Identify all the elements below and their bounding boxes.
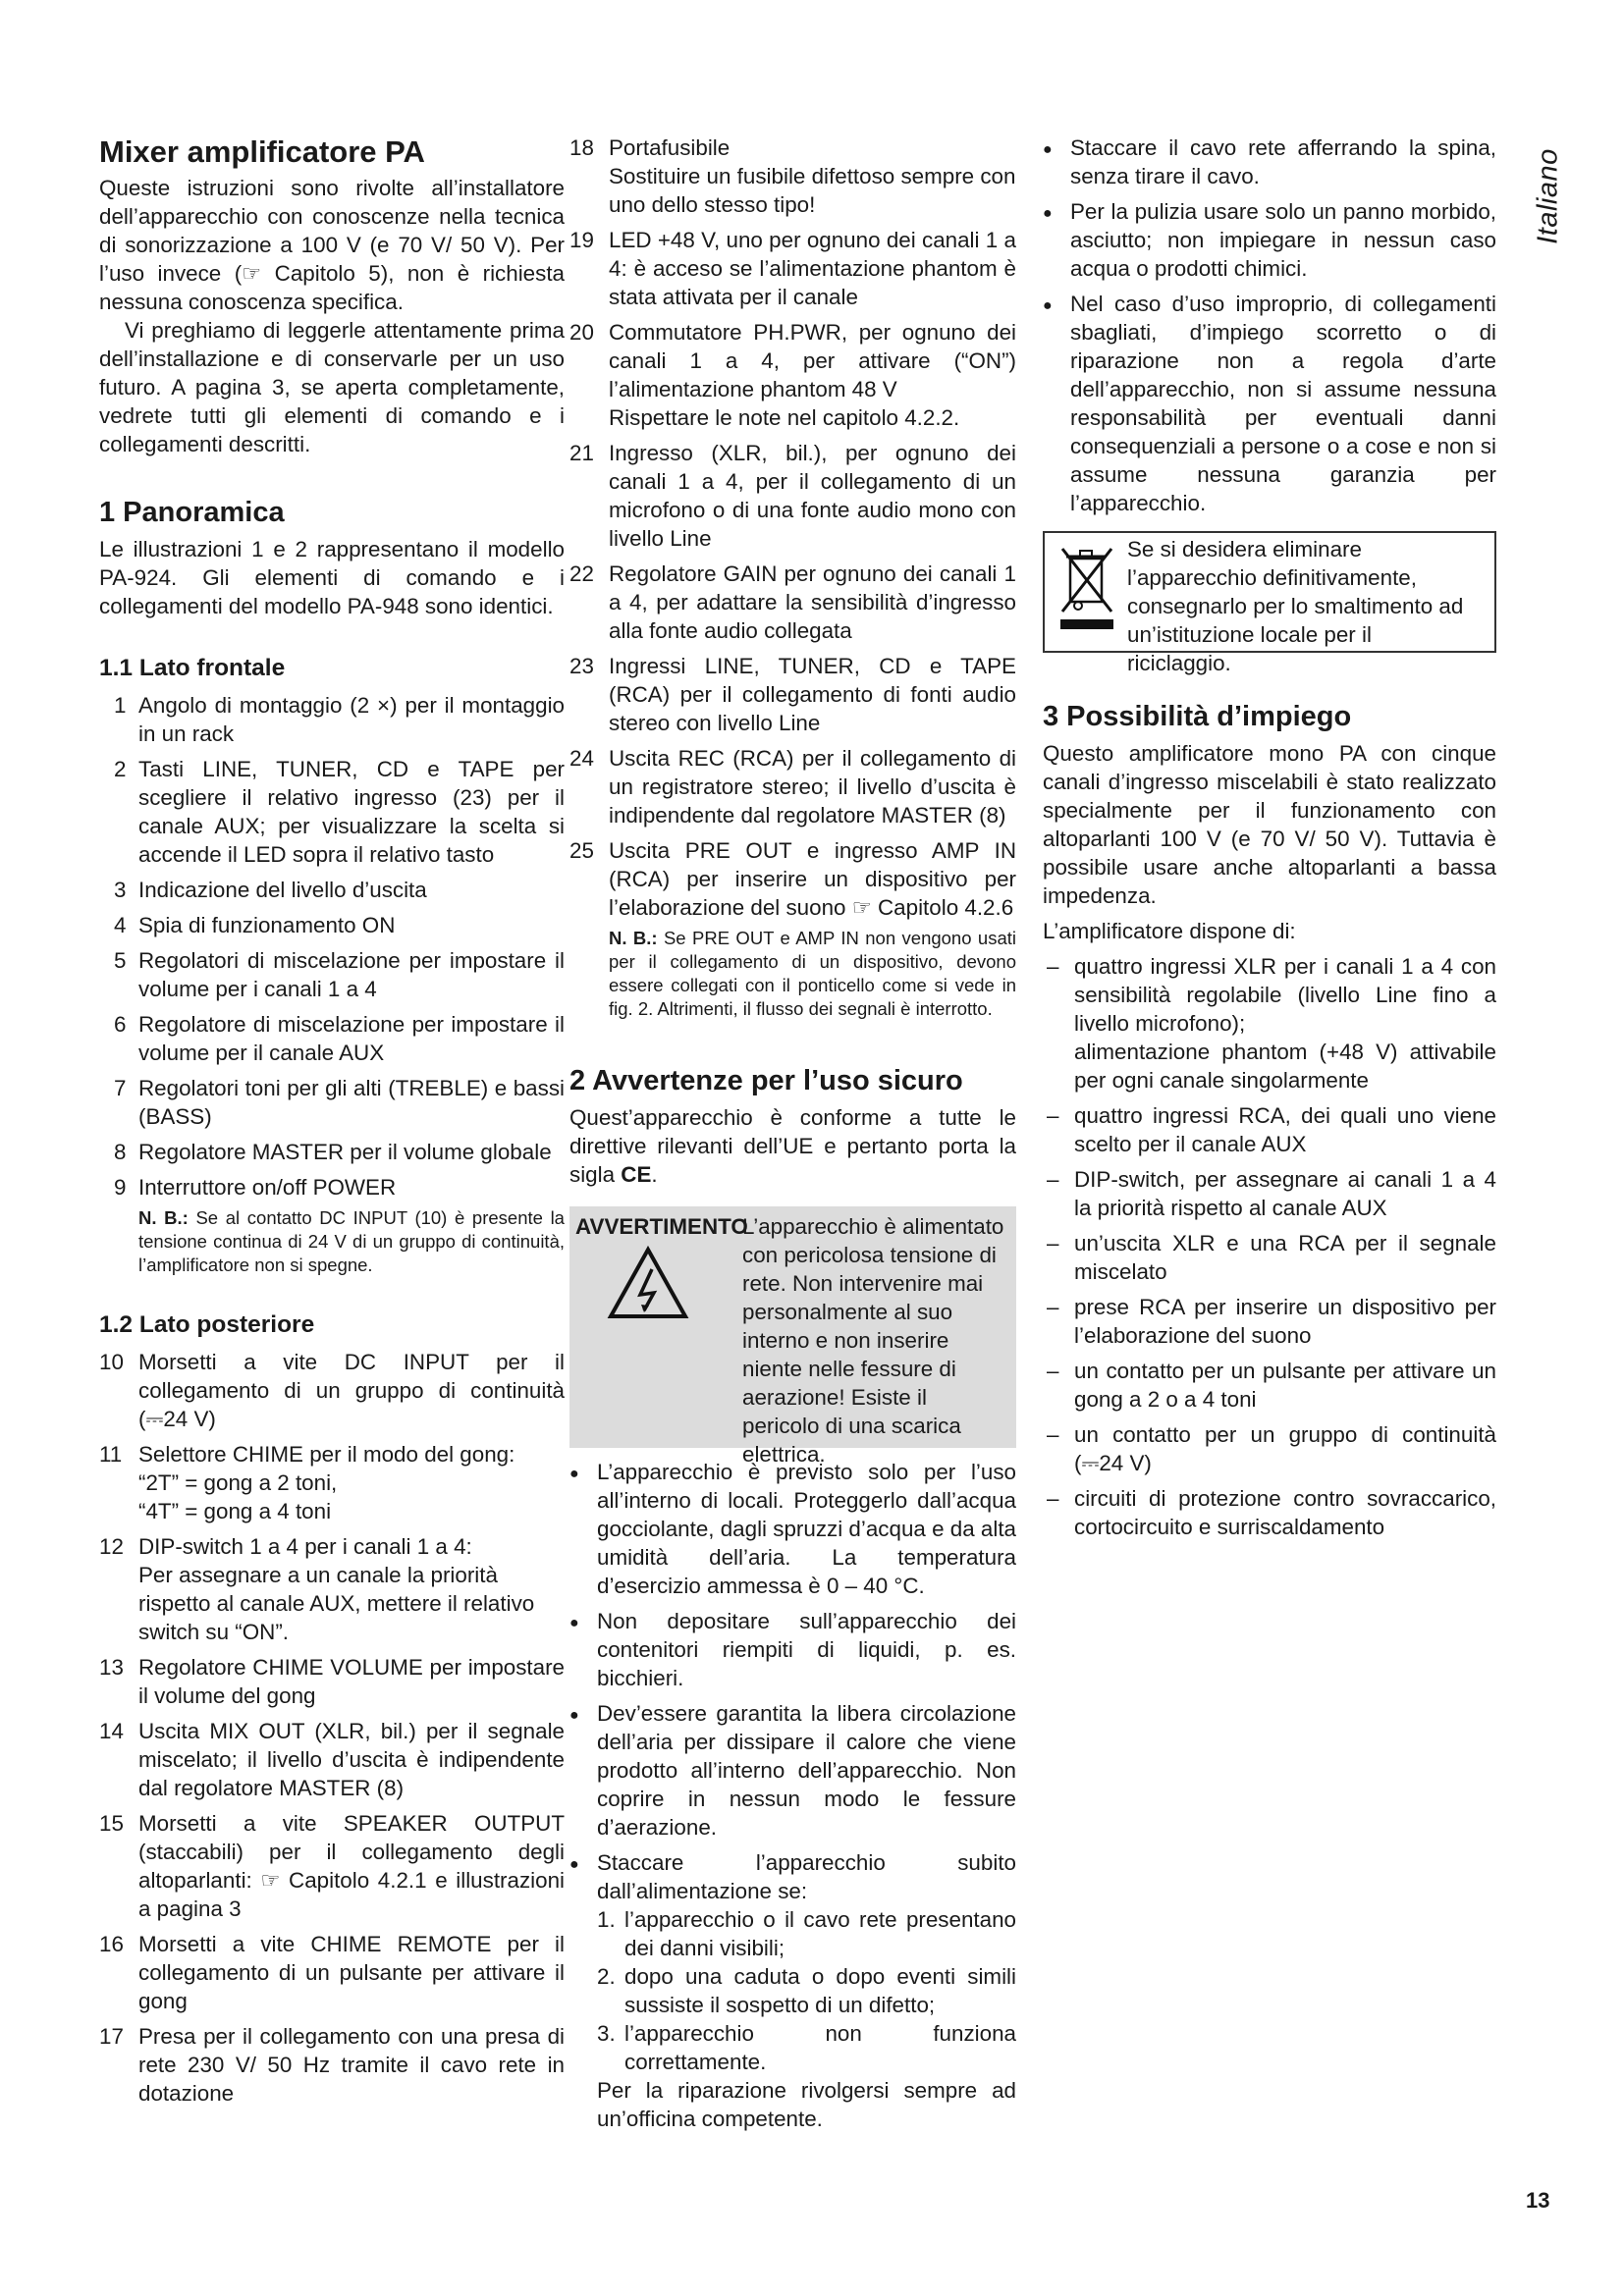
list-item (569, 318, 1016, 432)
rear-items-list-continued (569, 133, 1016, 922)
item-body (138, 946, 565, 1003)
item-text: Regolatori toni per gli alti (TREBLE) e bassi (BASS) (138, 1076, 565, 1129)
item-body (138, 1074, 565, 1131)
page-number: 13 (1526, 2188, 1550, 2213)
item-text: Ingresso (XLR, bil.), per ognuno dei canali 1 a 4, per il collegamento di un microfono o di una fonte audio mono con livello Line (609, 441, 1016, 551)
list-item (99, 1010, 565, 1067)
item-text: Regolatore CHIME VOLUME per impostare il volume del gong (138, 1655, 565, 1708)
item-number: 24 (569, 746, 594, 771)
bullet-dot-icon: ● (569, 1707, 579, 1724)
item-text: Uscita PRE OUT e ingresso AMP IN (RCA) per inserire un dispositivo per l’elaborazione del suono ☞ Capitolo 4.2.6 (609, 838, 1016, 920)
recycling-text: Se si desidera eliminare l’apparecchio definitivamente, consegnarlo per lo smaltimento ad un’istituzione locale per il riciclaggio. (1127, 537, 1464, 675)
recycle-bin-crossed-icon (1058, 541, 1115, 635)
feature-item (1043, 1357, 1496, 1414)
item-text: Regolatore di miscelazione per impostare il volume per il canale AUX (138, 1012, 565, 1065)
item-body (138, 755, 565, 869)
item-text: Regolatore MASTER per il volume globale (138, 1140, 552, 1164)
dash-icon: – (1047, 1231, 1059, 1255)
item-body (138, 1930, 565, 2015)
feature-item (1043, 1293, 1496, 1350)
item-text: Angolo di montaggio (2 ×) per il montaggio in un rack (138, 693, 565, 746)
feature-text: quattro ingressi XLR per i canali 1 a 4 con sensibilità regolabile (livello Line fino a livello microfono); (1074, 954, 1496, 1036)
item-number: 19 (569, 228, 594, 252)
bullet-text: Nel caso d’uso improprio, di collegamenti sbagliati, d’impiego scorretto o di riparazione non a regola d’arte dell’apparecchio, non si assume nessuna responsabilità per eventuali danni consequenziali a persone o a cose e non si assume nessuna garanzia per l’apparecchio. (1070, 292, 1496, 515)
item-number: 17 (99, 2024, 124, 2049)
item-subtext: “2T” = gong a 2 toni, (138, 1470, 338, 1495)
rear-items-list (99, 1348, 565, 2108)
feature-text: un’uscita XLR e una RCA per il segnale miscelato (1074, 1231, 1496, 1284)
list-item (99, 1440, 565, 1525)
bullet-item (569, 1607, 1016, 1692)
feature-item (1043, 1101, 1496, 1158)
list-item (99, 691, 565, 748)
dash-icon: – (1047, 1422, 1059, 1447)
item-body (138, 1440, 565, 1525)
item-text: Portafusibile (609, 135, 731, 160)
bullet-dot-icon: ● (1043, 141, 1053, 158)
warning-label: AVVERTIMENTO (575, 1214, 748, 1239)
feature-body (1074, 1420, 1496, 1477)
item-number: 10 (99, 1350, 124, 1374)
item-body (138, 1138, 565, 1166)
features-list (1043, 952, 1496, 1541)
section-3-text: Questo amplificatore mono PA con cinque canali d’ingresso miscelabili è stato realizzato specialmente per il funzionamento con altoparlanti 100 V (e 70 V/ 50 V). Tuttavia è possibile usare anche altoparlanti a bassa impedenza. (1043, 741, 1496, 908)
item-subtext: Per assegnare a un canale la priorità rispetto al canale AUX, mettere il relativo switch su “ON”. (138, 1563, 535, 1644)
bullet-dot-icon: ● (1043, 205, 1053, 222)
list-item (99, 2022, 565, 2108)
item-number: 5 (114, 948, 127, 973)
section-1-2-heading: 1.2 Lato posteriore (99, 1311, 315, 1338)
page-title: Mixer amplificatore PA (99, 134, 425, 169)
bullet-item (569, 1458, 1016, 1600)
list-item (569, 133, 1016, 219)
section-3-heading: 3 Possibilità d’impiego (1043, 701, 1352, 732)
section-2-text: Quest’apparecchio è conforme a tutte le direttive rilevanti dell’UE e pertanto porta la sigla CE. (569, 1105, 1016, 1187)
feature-text: prese RCA per inserire un dispositivo per l’elaborazione del suono (1074, 1295, 1496, 1348)
item-text: Regolatori di miscelazione per impostare il volume per i canali 1 a 4 (138, 948, 565, 1001)
list-item (99, 1138, 565, 1166)
item-text: Spia di funzionamento ON (138, 913, 396, 937)
item-text: Indicazione del livello d’uscita (138, 878, 427, 902)
item-body (138, 876, 565, 904)
item-subtext: “4T” = gong a 4 toni (138, 1499, 332, 1523)
item-body (609, 744, 1016, 829)
repair-text: Per la riparazione rivolgersi sempre ad un’officina competente. (597, 2078, 1016, 2131)
item-body (138, 691, 565, 748)
item-number: 11 (99, 1442, 123, 1467)
recycling-box (1043, 531, 1496, 675)
item-number: 6 (114, 1012, 127, 1037)
bullet-text: Non depositare sull’apparecchio dei contenitori riempiti di liquidi, p. es. bicchieri. (597, 1609, 1016, 1690)
dash-icon: – (1047, 1167, 1059, 1192)
list-item (569, 226, 1016, 311)
item-number: 18 (569, 135, 594, 160)
defect-list (569, 1905, 1016, 2076)
item-text: Commutatore PH.PWR, per ognuno dei canali 1 a 4, per attivare (“ON”) l’alimentazione phantom 48 V (609, 320, 1016, 401)
pre-out-note (569, 927, 1016, 1021)
item-number: 7 (114, 1076, 127, 1100)
item-body (138, 1809, 565, 1923)
section-3-text-2: L’amplificatore dispone di: (1043, 919, 1296, 943)
front-items-list (99, 691, 565, 1201)
feature-text: un contatto per un gruppo di continuità (⎓24 V) (1074, 1422, 1496, 1475)
item-text: Uscita MIX OUT (XLR, bil.) per il segnale miscelato; il livello d’uscita è indipendente dal regolatore MASTER (8) (138, 1719, 565, 1800)
column-1 (99, 133, 565, 2108)
item-body (138, 2022, 565, 2108)
dash-icon: – (1047, 1103, 1059, 1128)
numbered-item-text: l’apparecchio o il cavo rete presentano dei danni visibili; (624, 1907, 1016, 1960)
list-item (99, 1809, 565, 1923)
list-item (99, 1653, 565, 1710)
item-text: Morsetti a vite DC INPUT per il collegamento di un gruppo di continuità (⎓24 V) (138, 1350, 565, 1431)
list-item (99, 1930, 565, 2015)
item-subtext: Sostituire un fusibile difettoso sempre con uno dello stesso tipo! (609, 164, 1016, 217)
feature-body (1074, 952, 1496, 1095)
item-text: Ingressi LINE, TUNER, CD e TAPE (RCA) per il collegamento di fonti audio stereo con livello Line (609, 654, 1016, 735)
item-text: Selettore CHIME per il modo del gong: (138, 1442, 515, 1467)
bullet-item (1043, 290, 1496, 517)
bullet-text: Dev’essere garantita la libera circolazione dell’aria per dissipare il calore che viene prodotto all’interno dell’apparecchio. Non coprire in nessun modo le fessure d’aerazione. (597, 1701, 1016, 1840)
item-number: 16 (99, 1932, 124, 1956)
item-body (138, 911, 565, 939)
item-text: DIP-switch 1 a 4 per i canali 1 a 4: (138, 1534, 472, 1559)
section-2-text-body: Quest’apparecchio è conforme a tutte le direttive rilevanti dell’UE e pertanto porta la sigla (569, 1105, 1016, 1187)
bullet-dot-icon: ● (1043, 297, 1053, 314)
front-note (99, 1206, 565, 1277)
section-1-heading: 1 Panoramica (99, 497, 285, 528)
list-item (569, 439, 1016, 553)
item-text: Interruttore on/off POWER (138, 1175, 397, 1200)
item-number: 20 (569, 320, 594, 345)
column-2 (569, 133, 1016, 2133)
list-item (99, 1173, 565, 1201)
feature-text: DIP-switch, per assegnare ai canali 1 a 4 la priorità rispetto al canale AUX (1074, 1167, 1496, 1220)
item-number: 22 (569, 561, 594, 586)
language-tab-label: Italiano (1532, 148, 1564, 244)
handling-bullets (1043, 133, 1496, 517)
item-text: Uscita REC (RCA) per il collegamento di un registratore stereo; il livello d’uscita è indipendente dal regolatore MASTER (8) (609, 746, 1016, 828)
bullet-item (1043, 133, 1496, 190)
numbered-item-number: 1. (597, 1907, 616, 1932)
item-number: 15 (99, 1811, 124, 1836)
list-item (99, 876, 565, 904)
item-body (138, 1717, 565, 1802)
column-3 (1043, 133, 1496, 1541)
intro-paragraph-2: Vi preghiamo di leggerle attentamente prima dell’installazione e di conservarle per un uso futuro. A pagina 3, se aperta completamente, vedrete tutti gli elementi di comando e i collegamenti descritti. (99, 318, 565, 456)
bullet-item (569, 1699, 1016, 1842)
item-number: 3 (114, 878, 127, 902)
item-number: 13 (99, 1655, 124, 1680)
item-number: 23 (569, 654, 594, 678)
item-number: 4 (114, 913, 127, 937)
feature-body (1074, 1101, 1496, 1158)
item-body (138, 1173, 565, 1201)
feature-item (1043, 1420, 1496, 1477)
electric-hazard-icon (607, 1246, 689, 1320)
item-body (609, 133, 1016, 219)
item-body (609, 560, 1016, 645)
item-number: 1 (114, 693, 127, 718)
item-number: 25 (569, 838, 594, 863)
list-item (569, 836, 1016, 922)
bullet-item (569, 1848, 1016, 1905)
item-text: Morsetti a vite SPEAKER OUTPUT (staccabili) per il collegamento degli altoparlanti: ☞ Capitolo 4.2.1 e illustrazioni a pagina 3 (138, 1811, 565, 1921)
section-1-1-heading: 1.1 Lato frontale (99, 655, 286, 681)
numbered-item-number: 2. (597, 1964, 616, 1989)
warning-box (569, 1206, 1016, 1467)
intro-paragraph-1: Queste istruzioni sono rivolte all’installatore dell’apparecchio con conoscenze nella tecnica di sonorizzazione a 100 V (e 70 V/ 50 V). Per l’uso invece (☞ Capitolo 5), non è richiesta nessuna conoscenza specifica. (99, 176, 565, 314)
item-number: 21 (569, 441, 594, 465)
item-text: Tasti LINE, TUNER, CD e TAPE per scegliere il relativo ingresso (23) per il canale AUX; per visualizzare la scelta si accende il LED sopra il relativo tasto (138, 757, 565, 867)
numbered-item-number: 3. (597, 2021, 616, 2046)
dash-icon: – (1047, 954, 1059, 979)
feature-item (1043, 952, 1496, 1095)
feature-item (1043, 1484, 1496, 1541)
numbered-item (597, 1962, 1016, 2019)
feature-body (1074, 1484, 1496, 1541)
item-body (609, 226, 1016, 311)
feature-body (1074, 1229, 1496, 1286)
feature-item (1043, 1165, 1496, 1222)
feature-text: quattro ingressi RCA, dei quali uno viene scelto per il canale AUX (1074, 1103, 1496, 1156)
feature-text-2: alimentazione phantom (+48 V) attivabile per ogni canale singolarmente (1074, 1040, 1496, 1093)
numbered-item-text: l’apparecchio non funziona correttamente. (624, 2021, 1016, 2074)
item-body (138, 1010, 565, 1067)
item-subtext: Rispettare le note nel capitolo 4.2.2. (609, 405, 960, 430)
numbered-item (597, 2019, 1016, 2076)
list-item (99, 911, 565, 939)
bullet-text: Staccare il cavo rete afferrando la spina, senza tirare il cavo. (1070, 135, 1496, 188)
feature-item (1043, 1229, 1496, 1286)
front-note-text: Se al contatto DC INPUT (10) è presente la tensione continua di 24 V di un gruppo di continuità, l’amplificatore non si spegne. (138, 1207, 565, 1275)
item-body (138, 1532, 565, 1646)
feature-body (1074, 1165, 1496, 1222)
feature-text: circuiti di protezione contro sovraccarico, cortocircuito e surriscaldamento (1074, 1486, 1496, 1539)
list-item (99, 1074, 565, 1131)
list-item (569, 744, 1016, 829)
bullet-item (1043, 197, 1496, 283)
bullet-text: Per la pulizia usare solo un panno morbido, asciutto; non impiegare in nessun caso acqua o prodotti chimici. (1070, 199, 1496, 281)
item-body (609, 439, 1016, 553)
numbered-item (597, 1905, 1016, 1962)
feature-text: un contatto per un pulsante per attivare un gong a 2 o a 4 toni (1074, 1359, 1496, 1412)
dash-icon: – (1047, 1486, 1059, 1511)
pre-out-note-label: N. B.: (609, 928, 658, 948)
list-item (99, 755, 565, 869)
item-text: Morsetti a vite CHIME REMOTE per il collegamento di un pulsante per attivare il gong (138, 1932, 565, 2013)
item-body (609, 318, 1016, 432)
bullet-dot-icon: ● (569, 1466, 579, 1482)
front-note-label: N. B.: (138, 1207, 189, 1228)
item-body (609, 836, 1016, 922)
item-body (609, 652, 1016, 737)
list-item (569, 652, 1016, 737)
item-text: Regolatore GAIN per ognuno dei canali 1 a 4, per adattare la sensibilità d’ingresso alla fonte audio collegata (609, 561, 1016, 643)
language-tab (1529, 137, 1568, 255)
safety-bullets (569, 1458, 1016, 1905)
list-item (99, 1532, 565, 1646)
list-item (99, 1348, 565, 1433)
dash-icon: – (1047, 1295, 1059, 1319)
item-number: 12 (99, 1534, 124, 1559)
list-item (569, 560, 1016, 645)
item-body (138, 1348, 565, 1433)
item-body (138, 1653, 565, 1710)
section-2-heading: 2 Avvertenze per l’uso sicuro (569, 1065, 963, 1096)
bullet-text: L’apparecchio è previsto solo per l’uso all’interno di locali. Proteggerlo dall’acqua gocciolante, dagli spruzzi d’acqua e da alta umidità dell’aria. La temperatura d’esercizio ammessa è 0 – 40 °C. (597, 1460, 1016, 1598)
bullet-dot-icon: ● (569, 1615, 579, 1631)
dash-icon: – (1047, 1359, 1059, 1383)
ce-mark: CE (621, 1162, 652, 1187)
feature-body (1074, 1357, 1496, 1414)
warning-text: L’apparecchio è alimentato con pericolosa tensione di rete. Non intervenire mai personalmente al suo interno e non inserire niente nelle fessure di aerazione! Esiste il pericolo di una scarica elettrica. (742, 1214, 1004, 1467)
list-item (99, 946, 565, 1003)
item-text: LED +48 V, uno per ognuno dei canali 1 a 4: è acceso se l’alimentazione phantom è stata attivata per il canale (609, 228, 1016, 309)
section-1-text: Le illustrazioni 1 e 2 rappresentano il modello PA-924. Gli elementi di comando e i collegamenti del modello PA-948 sono identici. (99, 537, 565, 618)
item-text: Presa per il collegamento con una presa di rete 230 V/ 50 Hz tramite il cavo rete in dotazione (138, 2024, 565, 2106)
numbered-item-text: dopo una caduta o dopo eventi simili sussiste il sospetto di un difetto; (624, 1964, 1016, 2017)
pre-out-note-text: Se PRE OUT e AMP IN non vengono usati per il collegamento di un dispositivo, devono essere collegati con il ponticello come si vede in fig. 2. Altrimenti, il flusso dei segnali è interrotto. (609, 928, 1016, 1019)
bullet-dot-icon: ● (569, 1856, 579, 1873)
list-item (99, 1717, 565, 1802)
feature-body (1074, 1293, 1496, 1350)
item-number: 8 (114, 1140, 127, 1164)
item-number: 9 (114, 1175, 127, 1200)
item-number: 2 (114, 757, 127, 781)
bullet-text: Staccare l’apparecchio subito dall’alimentazione se: (597, 1850, 1016, 1903)
item-number: 14 (99, 1719, 124, 1743)
